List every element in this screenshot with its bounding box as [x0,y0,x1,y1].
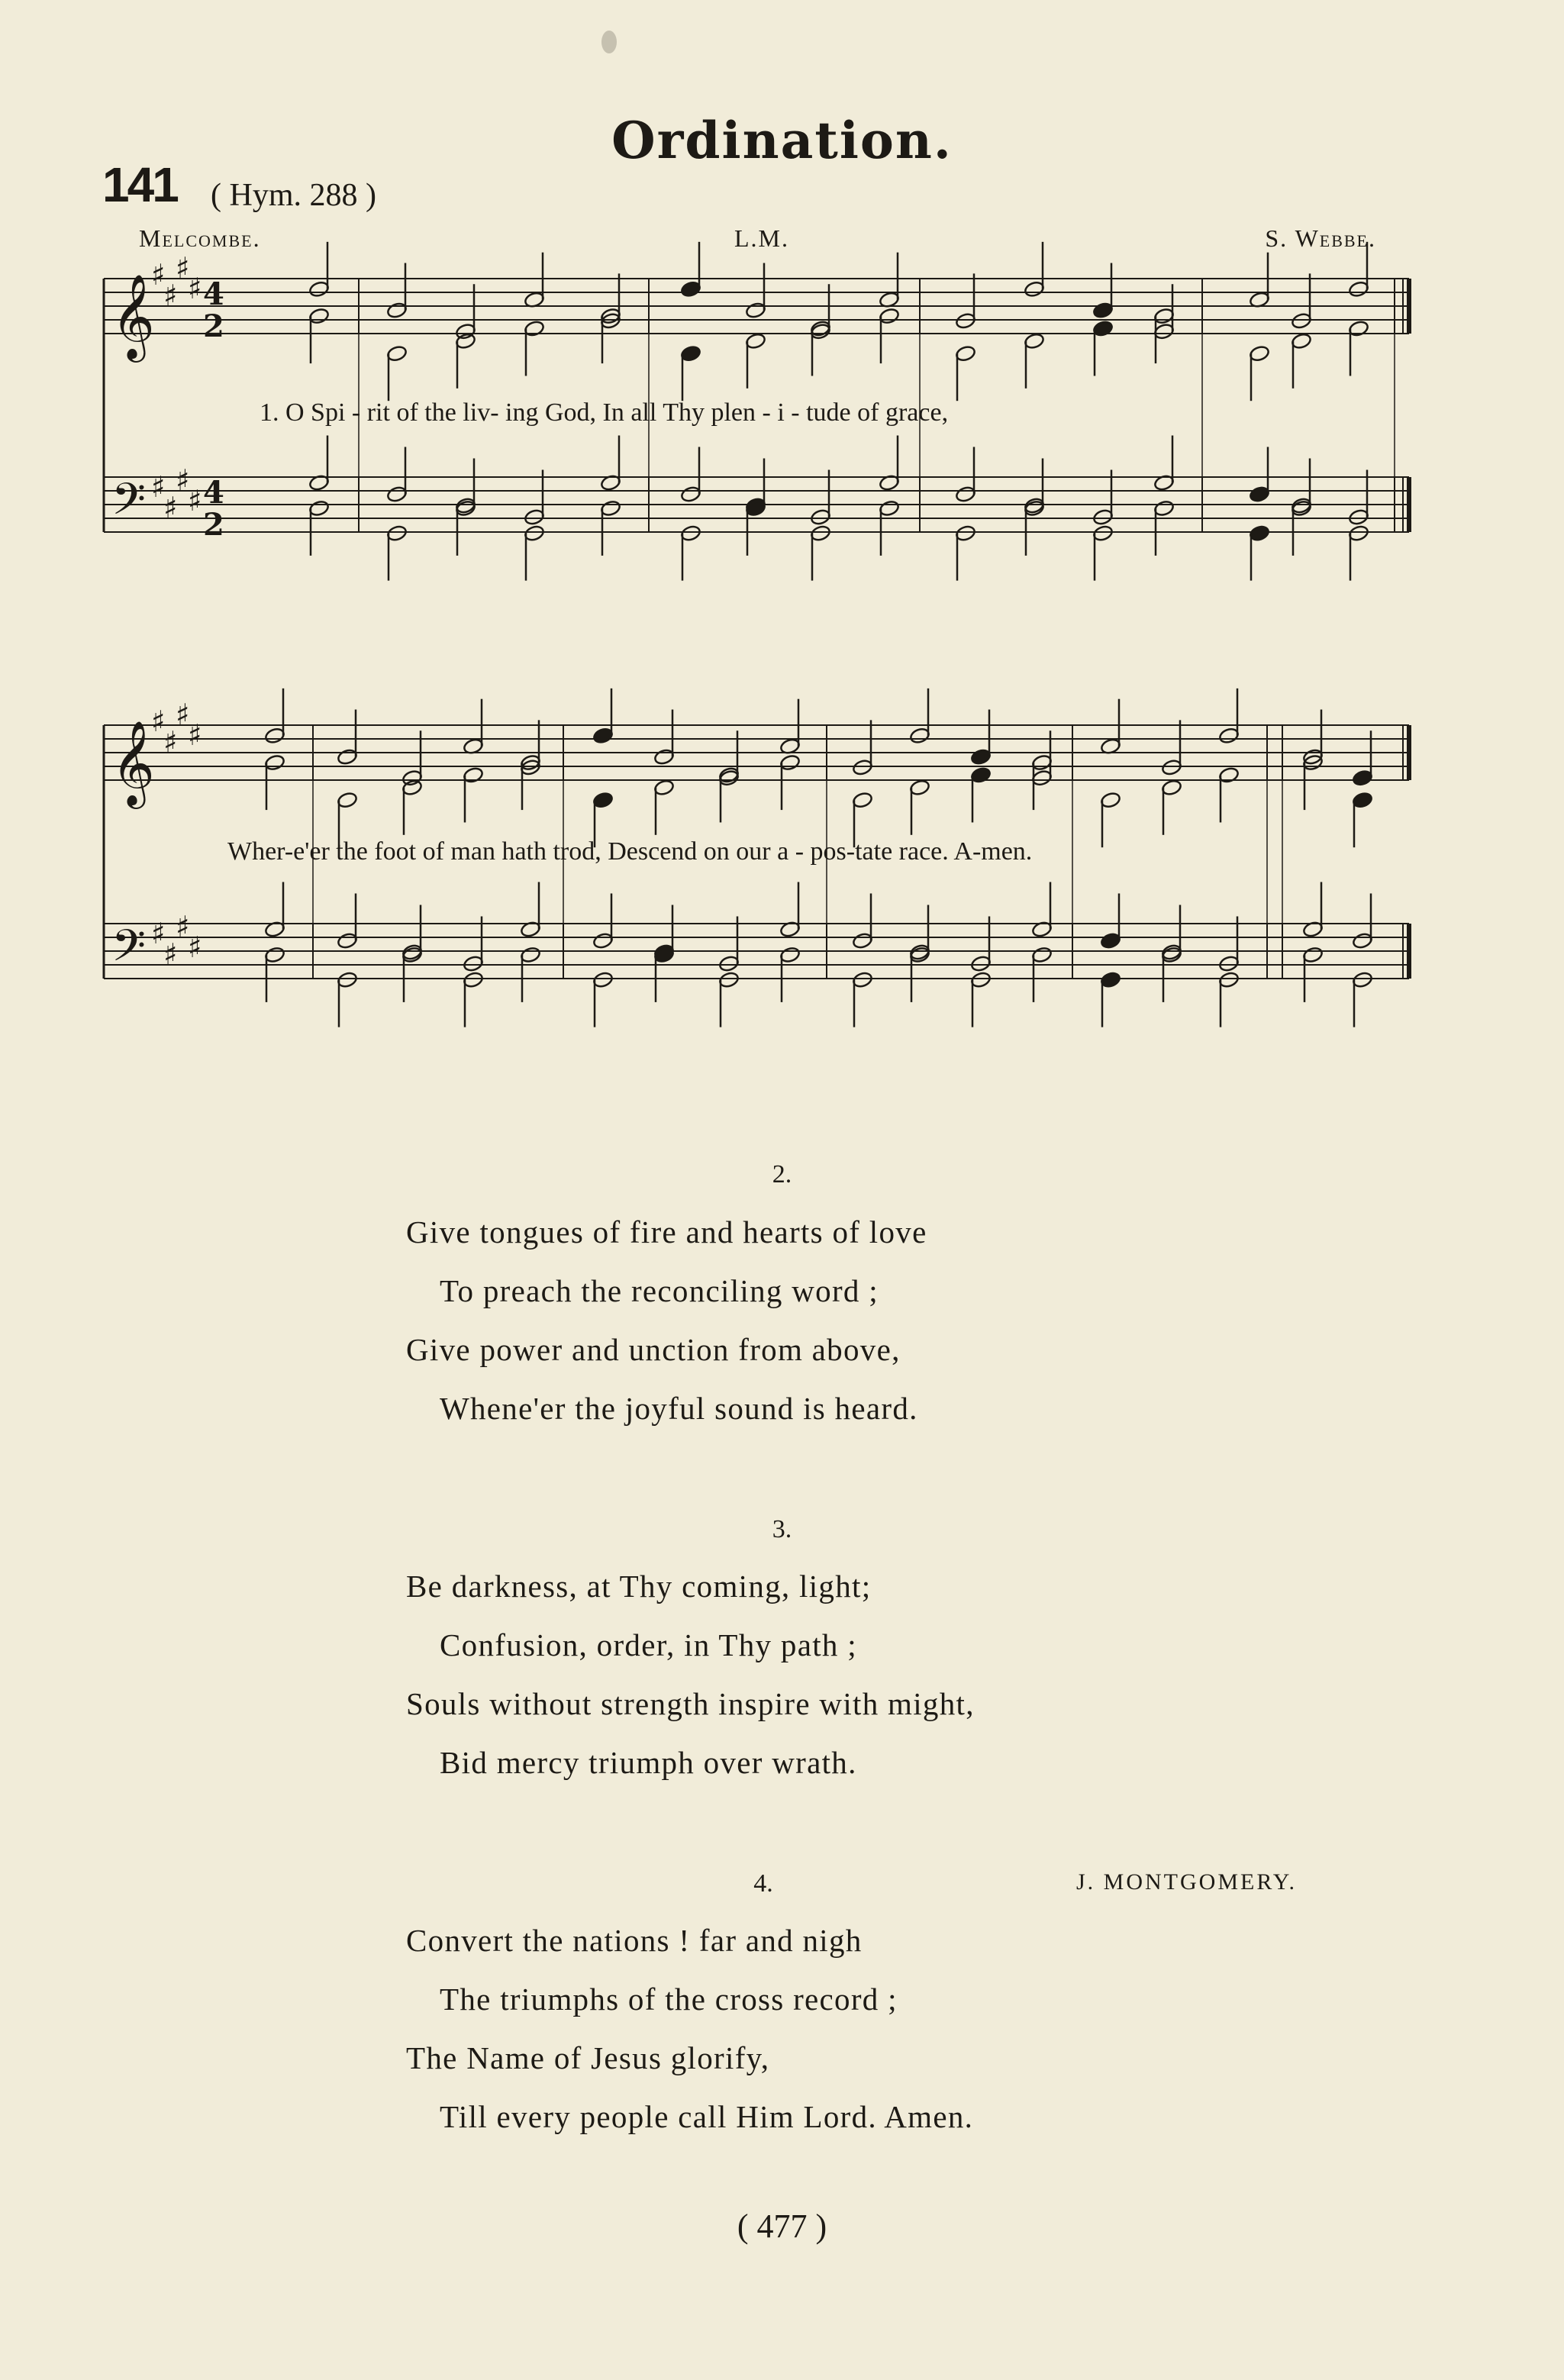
sharp-icon: ♯ [151,917,166,950]
verse-number: 4. [753,1869,773,1898]
sharp-icon: ♯ [176,910,190,943]
verse-line: Whene'er the joyful sound is heard. [440,1391,918,1426]
time-signature-denominator: 2 [203,308,224,344]
composer: S. Webbe. [1265,224,1376,252]
verse-number: 3. [772,1515,792,1543]
sharp-icon: ♯ [176,698,190,731]
sharp-icon: ♯ [176,251,190,285]
hymn-reference: ( Hym. 288 ) [211,178,376,213]
lyric-line-2: Wher-e'er the foot of man hath trod, Descend on our a - pos-tate race. A-men. [227,837,1033,866]
verse-line: The Name of Jesus glorify, [406,2040,770,2075]
verse-line: Confusion, order, in Thy path ; [440,1627,857,1662]
music-score [0,0,1564,1069]
sharp-icon: ♯ [151,470,166,504]
page-number: ( 477 ) [737,2207,827,2245]
sharp-icon: ♯ [176,463,190,497]
sharp-icon: ♯ [188,718,202,752]
time-signature-numerator: 4 [203,276,224,312]
treble-clef-icon: 𝄞 [111,273,155,359]
verse-line: Be darkness, at Thy coming, light; [406,1569,872,1604]
bass-clef-icon: 𝄢 [111,473,147,536]
verse-line: Give tongues of fire and hearts of love [406,1214,927,1250]
lyric-line-1: 1. O Spi - rit of the liv- ing God, In all Thy plen - i - tude of grace, [260,398,949,427]
verse-line: Bid mercy triumph over wrath. [440,1745,857,1780]
sharp-icon: ♯ [163,725,178,759]
verse-line: The triumphs of the cross record ; [440,1982,898,2017]
hymn-number: 141 [102,157,177,212]
sharp-icon: ♯ [163,279,178,312]
hymn-author: J. MONTGOMERY. [1076,1869,1297,1895]
verse-line: Give power and unction from above, [406,1332,901,1367]
verse-number: 2. [772,1160,792,1188]
bass-clef-icon: 𝄢 [111,920,147,982]
verse-line: Souls without strength inspire with might, [406,1686,975,1721]
sharp-icon: ♯ [188,930,202,964]
sharp-icon: ♯ [163,937,178,971]
verse-line: To preach the reconciling word ; [440,1273,879,1308]
treble-clef-icon: 𝄞 [111,720,155,805]
sharp-icon: ♯ [151,258,166,292]
verse-line: Convert the nations ! far and nigh [406,1923,863,1958]
sharp-icon: ♯ [151,705,166,738]
time-signature-numerator: 4 [203,475,224,511]
time-signature-denominator: 2 [203,507,224,543]
sharp-icon: ♯ [163,491,178,524]
sharp-icon: ♯ [188,272,202,305]
meter: L.M. [734,224,789,252]
verse-line: Till every people call Him Lord. Amen. [440,2099,974,2134]
tune-name: Melcombe. [139,224,261,252]
sharp-icon: ♯ [188,484,202,518]
page-heading: Ordination. [611,111,953,170]
